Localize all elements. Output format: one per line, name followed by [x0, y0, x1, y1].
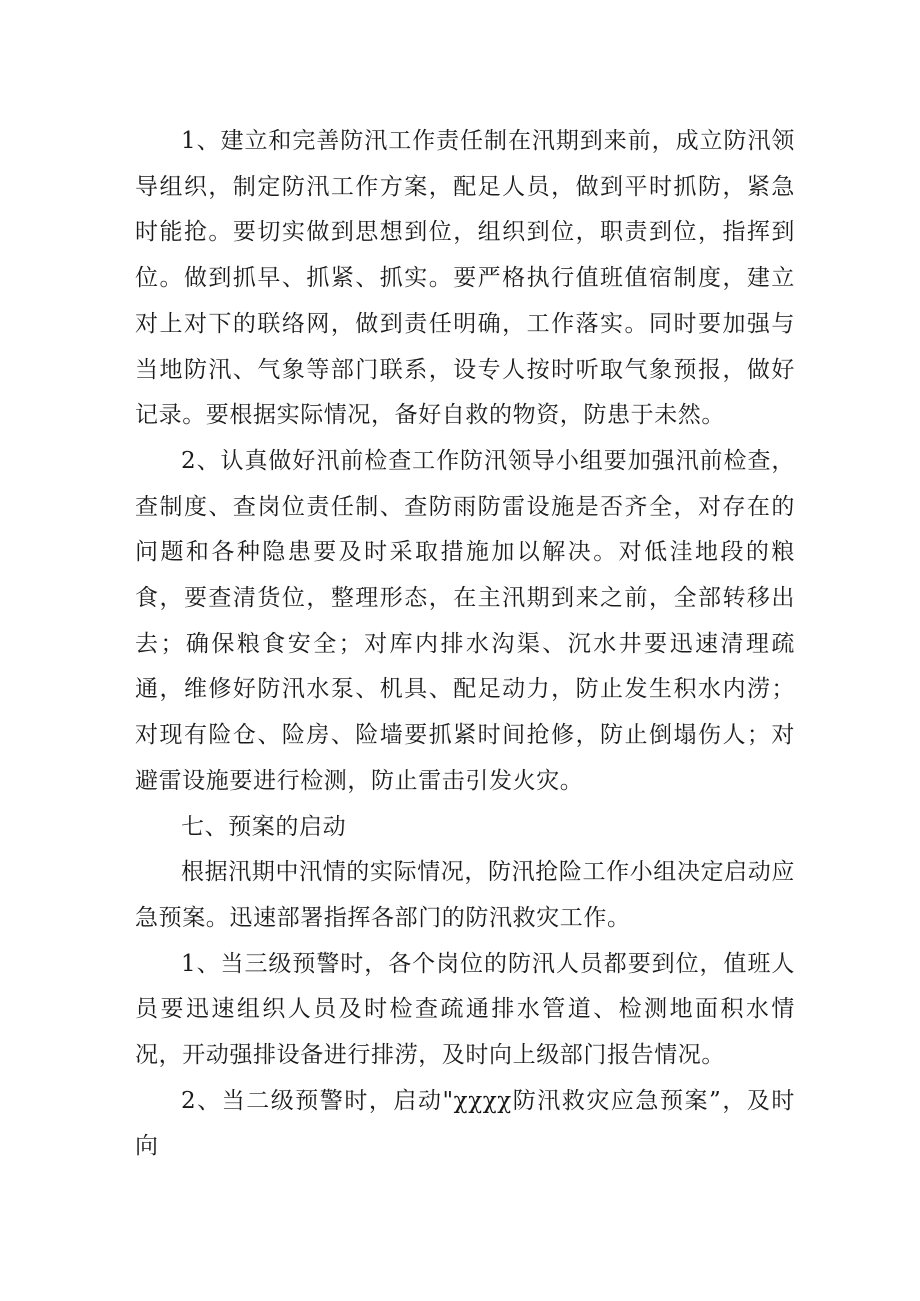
paragraph-pre-flood-inspection: 2、认真做好汛前检查工作防汛领导小组要加强汛前检查，查制度、查岗位责任制、查防雨防雷设施是否齐全，对存在的问题和各种隐患要及时采取措施加以解决。对低洼地段的粮食，要查清货位，整理形态，在主汛期到来之前，全部转移出去；确保粮食安全；对库内排水沟渠、沉水井要迅速清理疏通，维修好防汛水泵、机具、配足动力，防止发生积水内涝；对现有险仓、险房、险墙要抓紧时间抢修，防止倒塌伤人；对避雷设施要进行检测，防止雷击引发火灾。 — [135, 447, 795, 794]
section-heading-plan-activation: 七、预案的启动 — [181, 813, 347, 840]
document-body — [135, 119, 795, 1170]
paragraph-level-two-warning: 2、当二级预警时，启动"χχχχ防汛救灾应急预案”，及时向 — [135, 1087, 795, 1160]
paragraph-level-three-warning: 1、当三级预警时，各个岗位的防汛人员都要到位，值班人员要迅速组织人员及时检查疏通排水管道、检测地面积水情况，开动强排设备进行排涝，及时向上级部门报告情况。 — [135, 950, 795, 1069]
paragraph-plan-activation-intro: 根据汛期中汛情的实际情况，防汛抢险工作小组决定启动应急预案。迅速部署指挥各部门的防汛救灾工作。 — [135, 859, 795, 931]
paragraph-responsibility-system: 1、建立和完善防汛工作责任制在汛期到来前，成立防汛领导组织，制定防汛工作方案，配足人员，做到平时抓防，紧急时能抢。要切实做到思想到位，组织到位，职责到位，指挥到位。做到抓早、抓紧、抓实。要严格执行值班值宿制度，建立对上对下的联络网，做到责任明确，工作落实。同时要加强与当地防汛、气象等部门联系，设专人按时听取气象预报，做好记录。要根据实际情况，备好自救的物资，防患于未然。 — [135, 128, 795, 429]
